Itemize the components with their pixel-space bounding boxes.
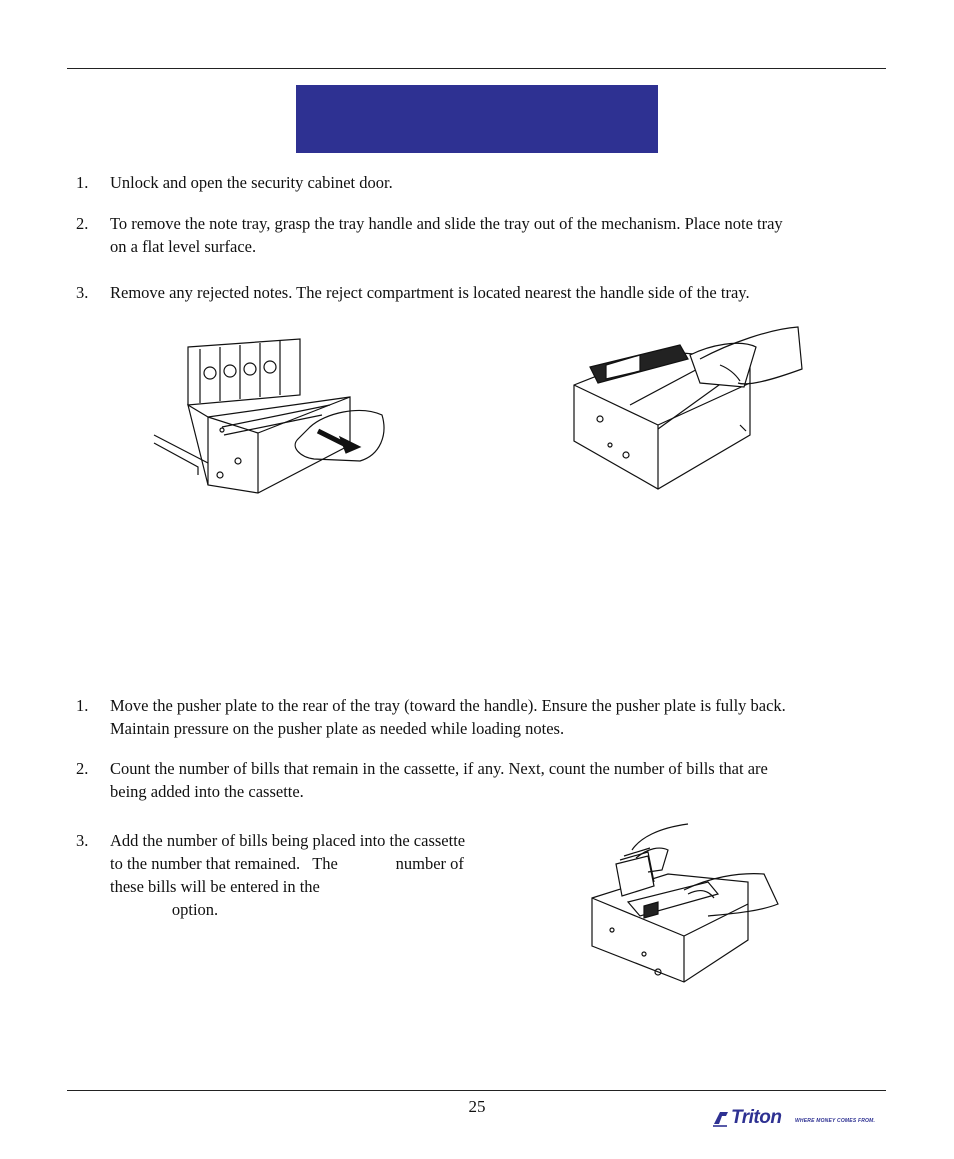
step-text-line-1: To remove the note tray, grasp the tray handle and slide the tray out of the mechanism. Place note tray: [110, 214, 783, 233]
step-text-line-2: being added into the cassette.: [110, 782, 304, 801]
step-text-line-1: Add the number of bills being placed into the cassette: [110, 831, 466, 850]
header-rule: [67, 68, 886, 69]
load-notes-illustration: [588, 820, 788, 986]
logo-tagline: WHERE MONEY COMES FROM.: [795, 1118, 876, 1124]
triton-swoosh-icon: [712, 1110, 730, 1128]
step-number: 2.: [76, 759, 89, 778]
step-text-line-2: to the number that remained. The number of: [110, 854, 464, 873]
step-number: 3.: [76, 831, 89, 850]
step-text-line-4: option.: [110, 900, 219, 919]
footer-rule: [67, 1090, 886, 1091]
step-text-line-1: Move the pusher plate to the rear of the tray (toward the handle). Ensure the pusher plate is fully back.: [110, 696, 786, 715]
section-title-banner: [296, 85, 658, 153]
step-text-line-2: on a flat level surface.: [110, 237, 257, 256]
step-text-line-1: Count the number of bills that remain in the cassette, if any. Next, count the number of bills that are: [110, 759, 768, 778]
triton-logo: [712, 1107, 876, 1132]
step-text: Unlock and open the security cabinet door.: [110, 173, 393, 192]
step-number: 1.: [76, 173, 89, 192]
step-number: 1.: [76, 696, 89, 715]
step-text-line-3: these bills will be entered in the: [110, 877, 320, 896]
step-text: Remove any rejected notes. The reject compartment is located nearest the handle side of the tray.: [110, 283, 750, 302]
tray-removal-illustration: [150, 335, 390, 500]
reject-notes-illustration: [570, 325, 810, 495]
page-number: 25: [468, 1097, 486, 1116]
step-text-line-2: Maintain pressure on the pusher plate as needed while loading notes.: [110, 719, 565, 738]
logo-wordmark: Triton: [731, 1107, 782, 1128]
step-number: 2.: [76, 214, 89, 233]
step-number: 3.: [76, 283, 89, 302]
